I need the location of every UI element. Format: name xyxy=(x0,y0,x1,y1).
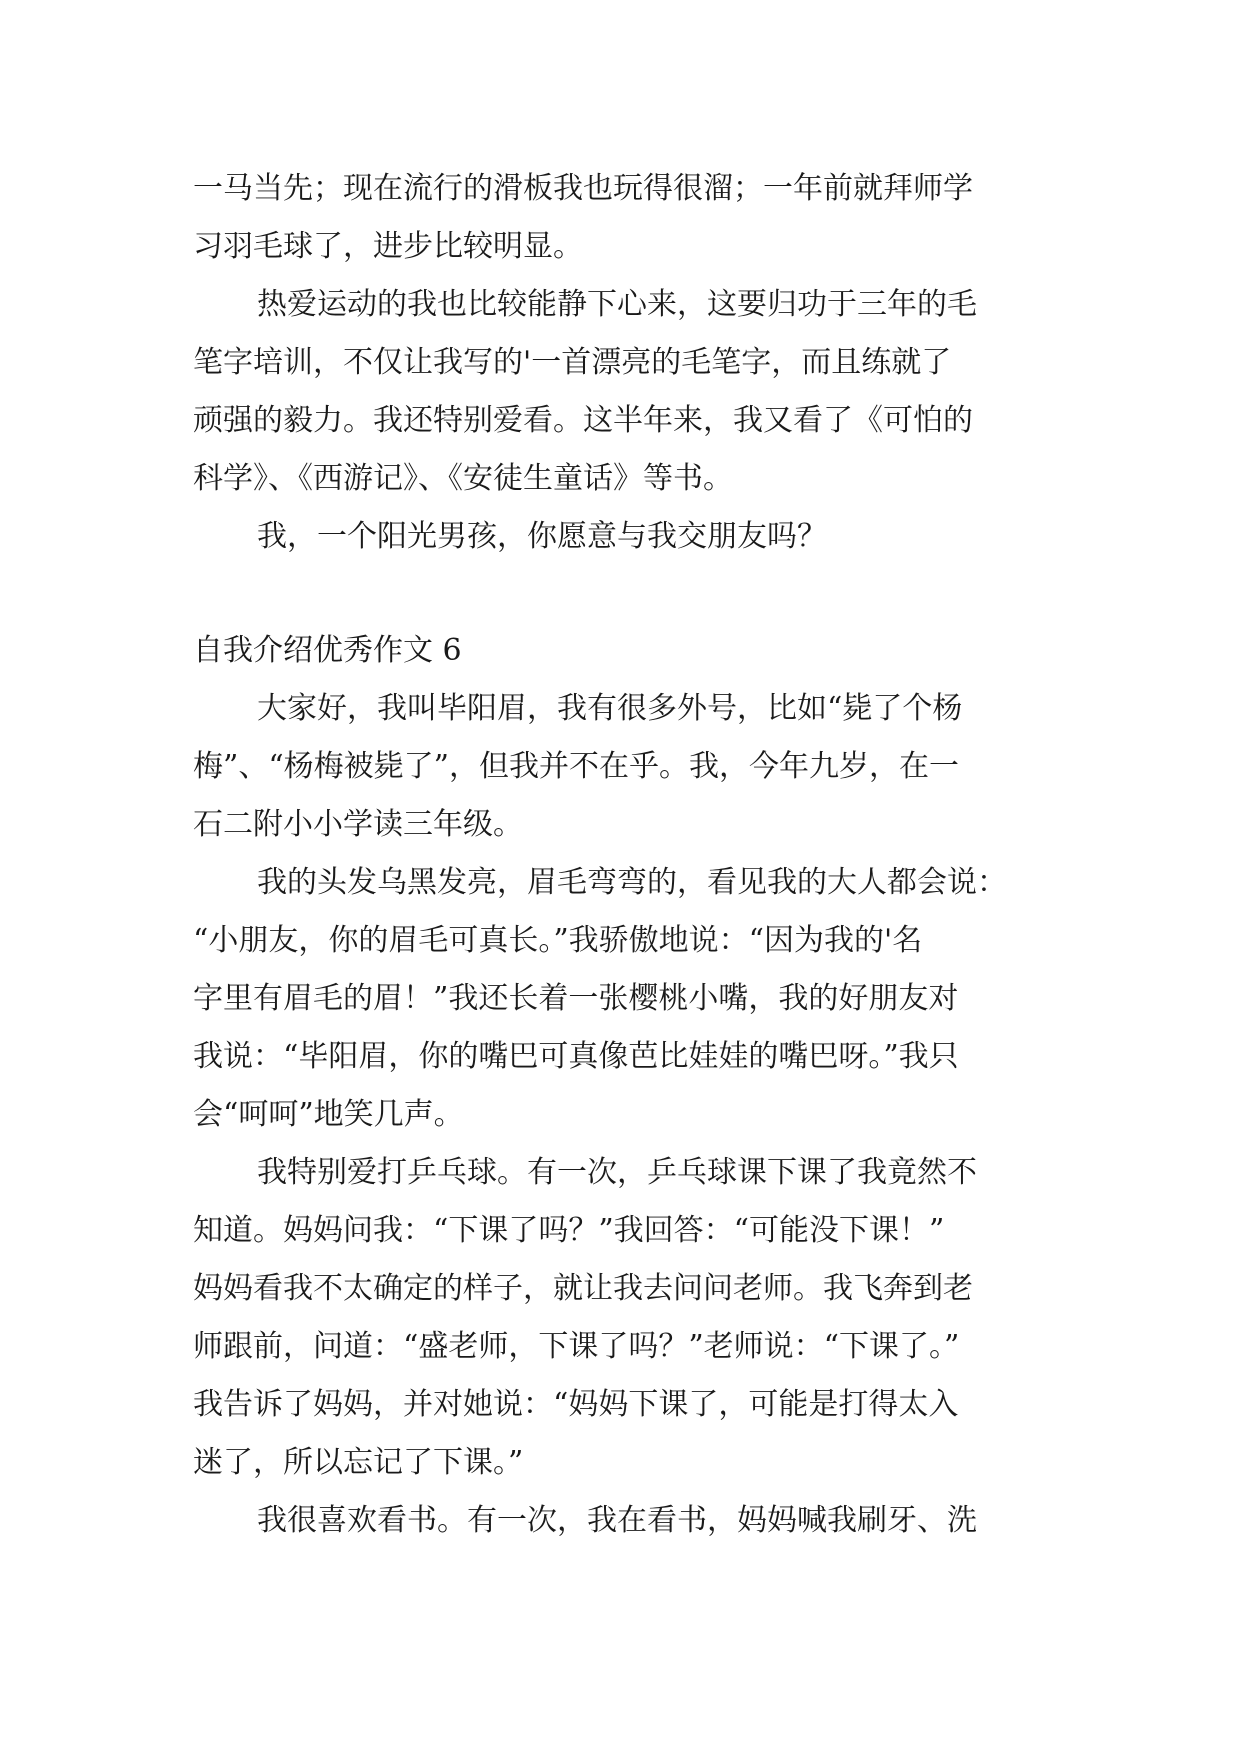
text-line: 知道。妈妈问我：“下课了吗？”我回答：“可能没下课！” xyxy=(193,1213,945,1248)
text-line: 习羽毛球了，进步比较明显。 xyxy=(193,229,583,264)
text-line: 我，一个阳光男孩，你愿意与我交朋友吗？ xyxy=(257,519,827,554)
text-line: 我告诉了妈妈，并对她说：“妈妈下课了，可能是打得太入 xyxy=(193,1387,959,1422)
text-line: 石二附小小学读三年级。 xyxy=(193,807,523,842)
text-line: 我说：“毕阳眉，你的嘴巴可真像芭比娃娃的嘴巴呀。”我只 xyxy=(193,1039,959,1074)
text-line: 科学》、《西游记》、《安徒生童话》等书。 xyxy=(193,461,733,496)
paragraph-continued xyxy=(193,160,1053,276)
text-line: 我的头发乌黑发亮，眉毛弯弯的，看见我的大人都会说： xyxy=(257,865,1007,900)
essay-body xyxy=(193,160,1053,1550)
text-line: 我特别爱打乒乓球。有一次，乒乓球课下课了我竟然不 xyxy=(257,1155,977,1190)
text-line: 字里有眉毛的眉！”我还长着一张樱桃小嘴，我的好朋友对 xyxy=(193,981,959,1016)
text-line: 迷了，所以忘记了下课。” xyxy=(193,1445,524,1480)
text-line: 笔字培训，不仅让我写的'一首漂亮的毛笔字，而且练就了 xyxy=(193,345,952,380)
paragraph-reading xyxy=(193,1492,1053,1550)
text-line: 我很喜欢看书。有一次，我在看书，妈妈喊我刷牙、洗 xyxy=(257,1503,977,1538)
paragraph-pingpong xyxy=(193,1144,1053,1492)
text-line: 热爱运动的我也比较能静下心来，这要归功于三年的毛 xyxy=(257,287,977,322)
text-line: 妈妈看我不太确定的样子，就让我去问问老师。我飞奔到老 xyxy=(193,1271,973,1306)
paragraph-intro xyxy=(193,680,1053,854)
text-line: 会“呵呵”地笑几声。 xyxy=(193,1097,464,1132)
text-line: 梅”、“杨梅被毙了”，但我并不在乎。我，今年九岁，在一 xyxy=(193,749,960,784)
text-line: “小朋友，你的眉毛可真长。”我骄傲地说：“因为我的'名 xyxy=(193,923,923,958)
text-line: 一马当先；现在流行的滑板我也玩得很溜；一年前就拜师学 xyxy=(193,171,973,206)
paragraph-closing xyxy=(193,508,1053,566)
text-line: 顽强的毅力。我还特别爱看。这半年来，我又看了《可怕的 xyxy=(193,403,973,438)
paragraph-calligraphy xyxy=(193,276,1053,508)
paragraph-appearance xyxy=(193,854,1053,1144)
section-heading: 自我介绍优秀作文 6 xyxy=(193,633,462,668)
text-line: 大家好，我叫毕阳眉，我有很多外号，比如“毙了个杨 xyxy=(257,691,963,726)
text-line: 师跟前，问道：“盛老师，下课了吗？”老师说：“下课了。” xyxy=(193,1329,960,1364)
